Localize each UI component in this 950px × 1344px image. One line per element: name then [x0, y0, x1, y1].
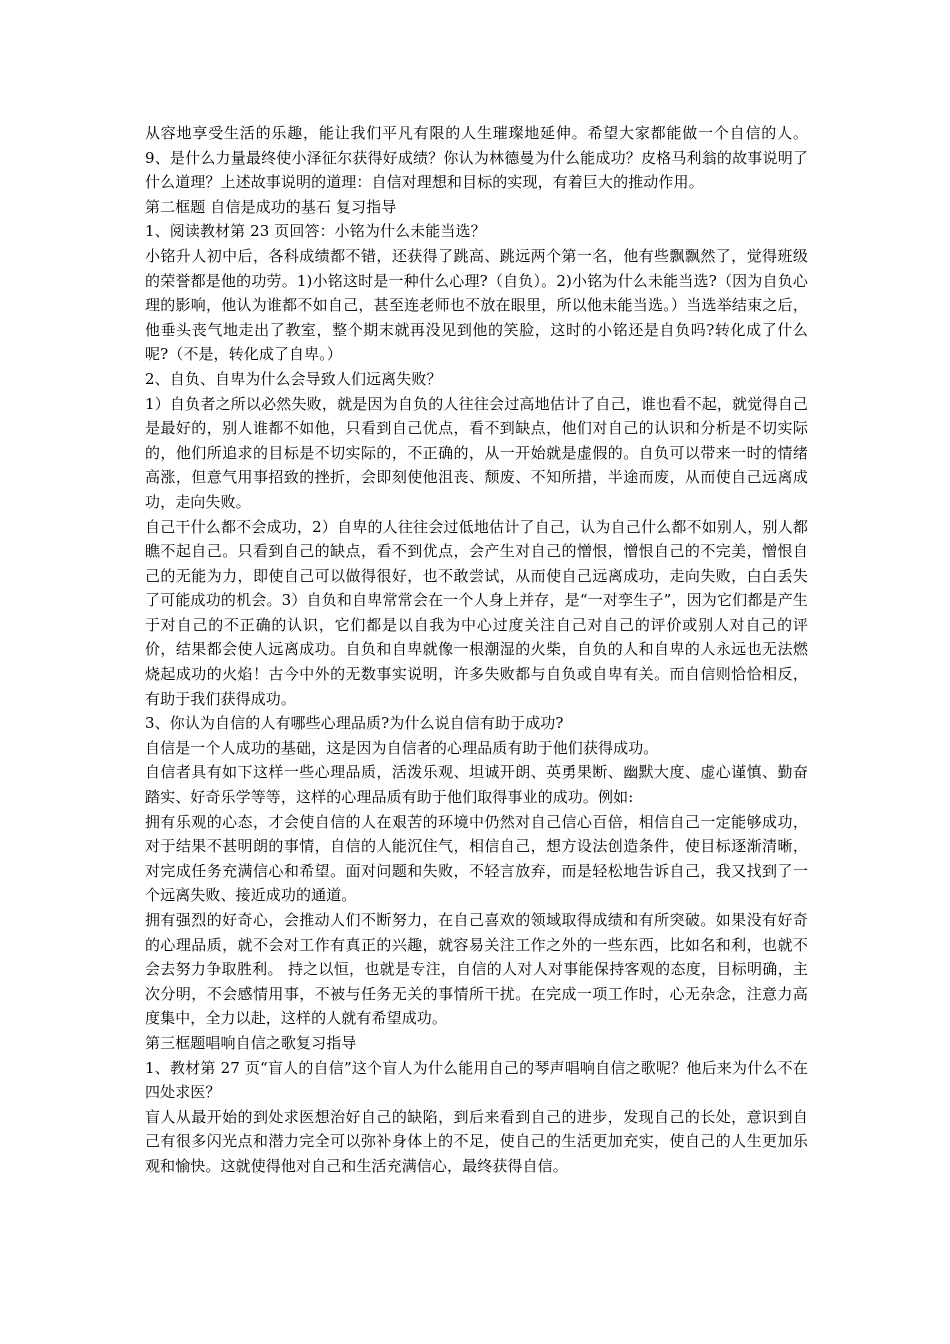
paragraph-inferiority: 自己干什么都不会成功，2）自卑的人往往会过低地估计了自己，认为自己什么都不如别人，别人都瞧不起自己。只看到自己的缺点，看不到优点，会产生对自己的憎恨，憎恨自己的不完美，憎恨自己的无能为力，即使自己可以做得很好，也不敢尝试，从而使自己远离成功，走向失败，白白丢失了可能成功的机会。3）自负和自卑常常会在一个人身上并存，是“一对孪生子”，因为它们都是产生于对自己的不正确的认识，它们都是以自我为中心过度关注自己对自己的评价或别人对自己的评价，结果都会使人远离成功。自负和自卑就像一根潮湿的火柴，自负的人和自卑的人永远也无法燃烧起成功的火焰！古今中外的无数事实说明，许多失败都与自负或自卑有关。而自信则恰恰相反，有助于我们获得成功。: [145, 517, 808, 708]
question-1-blind-man: 1、教材第 27 页“盲人的自信”这个盲人为什么能用自己的琴声唱响自信之歌呢？他后来为什么不在四处求医？: [145, 1058, 808, 1102]
question-2-conceit-inferiority: 2、自负、自卑为什么会导致人们远离失败？: [145, 369, 442, 388]
paragraph-optimism: 拥有乐观的心态，才会使自信的人在艰苦的环境中仍然对自己信心百倍，相信自己一定能够成功，对于结果不甚明朗的事情，自信的人能沉住气，相信自己，想方设法创造条件，使目标逐渐清晰，对完成任务充满信心和希望。面对问题和失败，不轻言放弃，而是轻松地告诉自己，我又找到了一个远离失败、接近成功的通道。: [145, 812, 808, 905]
paragraph-curiosity: 拥有强烈的好奇心，会推动人们不断努力，在自己喜欢的领域取得成绩和有所突破。如果没有好奇的心理品质，就不会对工作有真正的兴趣，就容易关注工作之外的一些东西，比如名和利，也就不会去努力争取胜利。 持之以恒，也就是专注，自信的人对人对事能保持客观的态度，目标明确，主次分明，不会感情用事，不被与任务无关的事情所干扰。在完成一项工作时，心无杂念，注意力高度集中，全力以赴，这样的人就有希望成功。: [145, 911, 808, 1028]
paragraph-conceit: 1）自负者之所以必然失败，就是因为自负的人往往会过高地估计了自己，谁也看不起，就觉得自己是最好的，别人谁都不如他，只看到自己优点，看不到缺点，他们对自己的认识和分析是不切实际的，他们所追求的目标是不切实际的，不正确的，从一开始就是虚假的。自负可以带来一时的情绪高涨，但意气用事招致的挫折，会即刻使他沮丧、颓废、不知所措，半途而废，从而使自己远离成功，走向失败。: [145, 394, 808, 511]
paragraph-confidence-basis: 自信是一个人成功的基础，这是因为自信者的心理品质有助于他们获得成功。: [145, 738, 659, 757]
paragraph-xiaoming-story: 小铭升人初中后，各科成绩都不错，还获得了跳高、跳远两个第一名，他有些飘飘然了，觉得班级的荣誉都是他的功劳。1)小铭这时是一种什么心理?（自负）。2)小铭为什么未能当选?（因为自负心理的影响，他认为谁都不如自己，甚至连老师也不放在眼里，所以他未能当选。）当选举结束之后，他垂头丧气地走出了教室，整个期末就再没见到他的笑脸，这时的小铭还是自负吗?转化成了什么呢?（不是，转化成了自卑。）: [145, 246, 808, 364]
paragraph-confidence-qualities: 自信者具有如下这样一些心理品质，活泼乐观、坦诚开朗、英勇果断、幽默大度、虚心谨慎、勤奋踏实、好奇乐学等等，这样的心理品质有助于他们取得事业的成功。例如:: [145, 763, 808, 807]
question-1-xiaoming: 1、阅读教材第 23 页回答：小铭为什么未能当选？: [145, 222, 486, 241]
section-heading-2: 第二框题 自信是成功的基石 复习指导: [145, 197, 397, 216]
question-3-confidence-qualities: 3、你认为自信的人有哪些心理品质?为什么说自信有助于成功?: [145, 714, 564, 733]
section-heading-3: 第三框题唱响自信之歌复习指导: [145, 1033, 357, 1052]
document-page: [145, 121, 808, 1179]
paragraph-intro-conclusion: 从容地享受生活的乐趣，能让我们平凡有限的人生璀璨地延伸。希望大家都能做一个自信的人。 9、是什么力量最终使小泽征尔获得好成绩？你认为林德曼为什么能成功？皮格马利翁的故事说明了什么道理？上述故事说明的道理：自信对理想和目标的实现，有着巨大的推动作用。: [145, 124, 808, 192]
paragraph-blind-man-answer: 盲人从最开始的到处求医想治好自己的缺陷，到后来看到自己的进步，发现自己的长处，意识到自己有很多闪光点和潜力完全可以弥补身体上的不足，使自己的生活更加充实，使自己的人生更加乐观和愉快。这就使得他对自己和生活充满信心，最终获得自信。: [145, 1107, 808, 1175]
